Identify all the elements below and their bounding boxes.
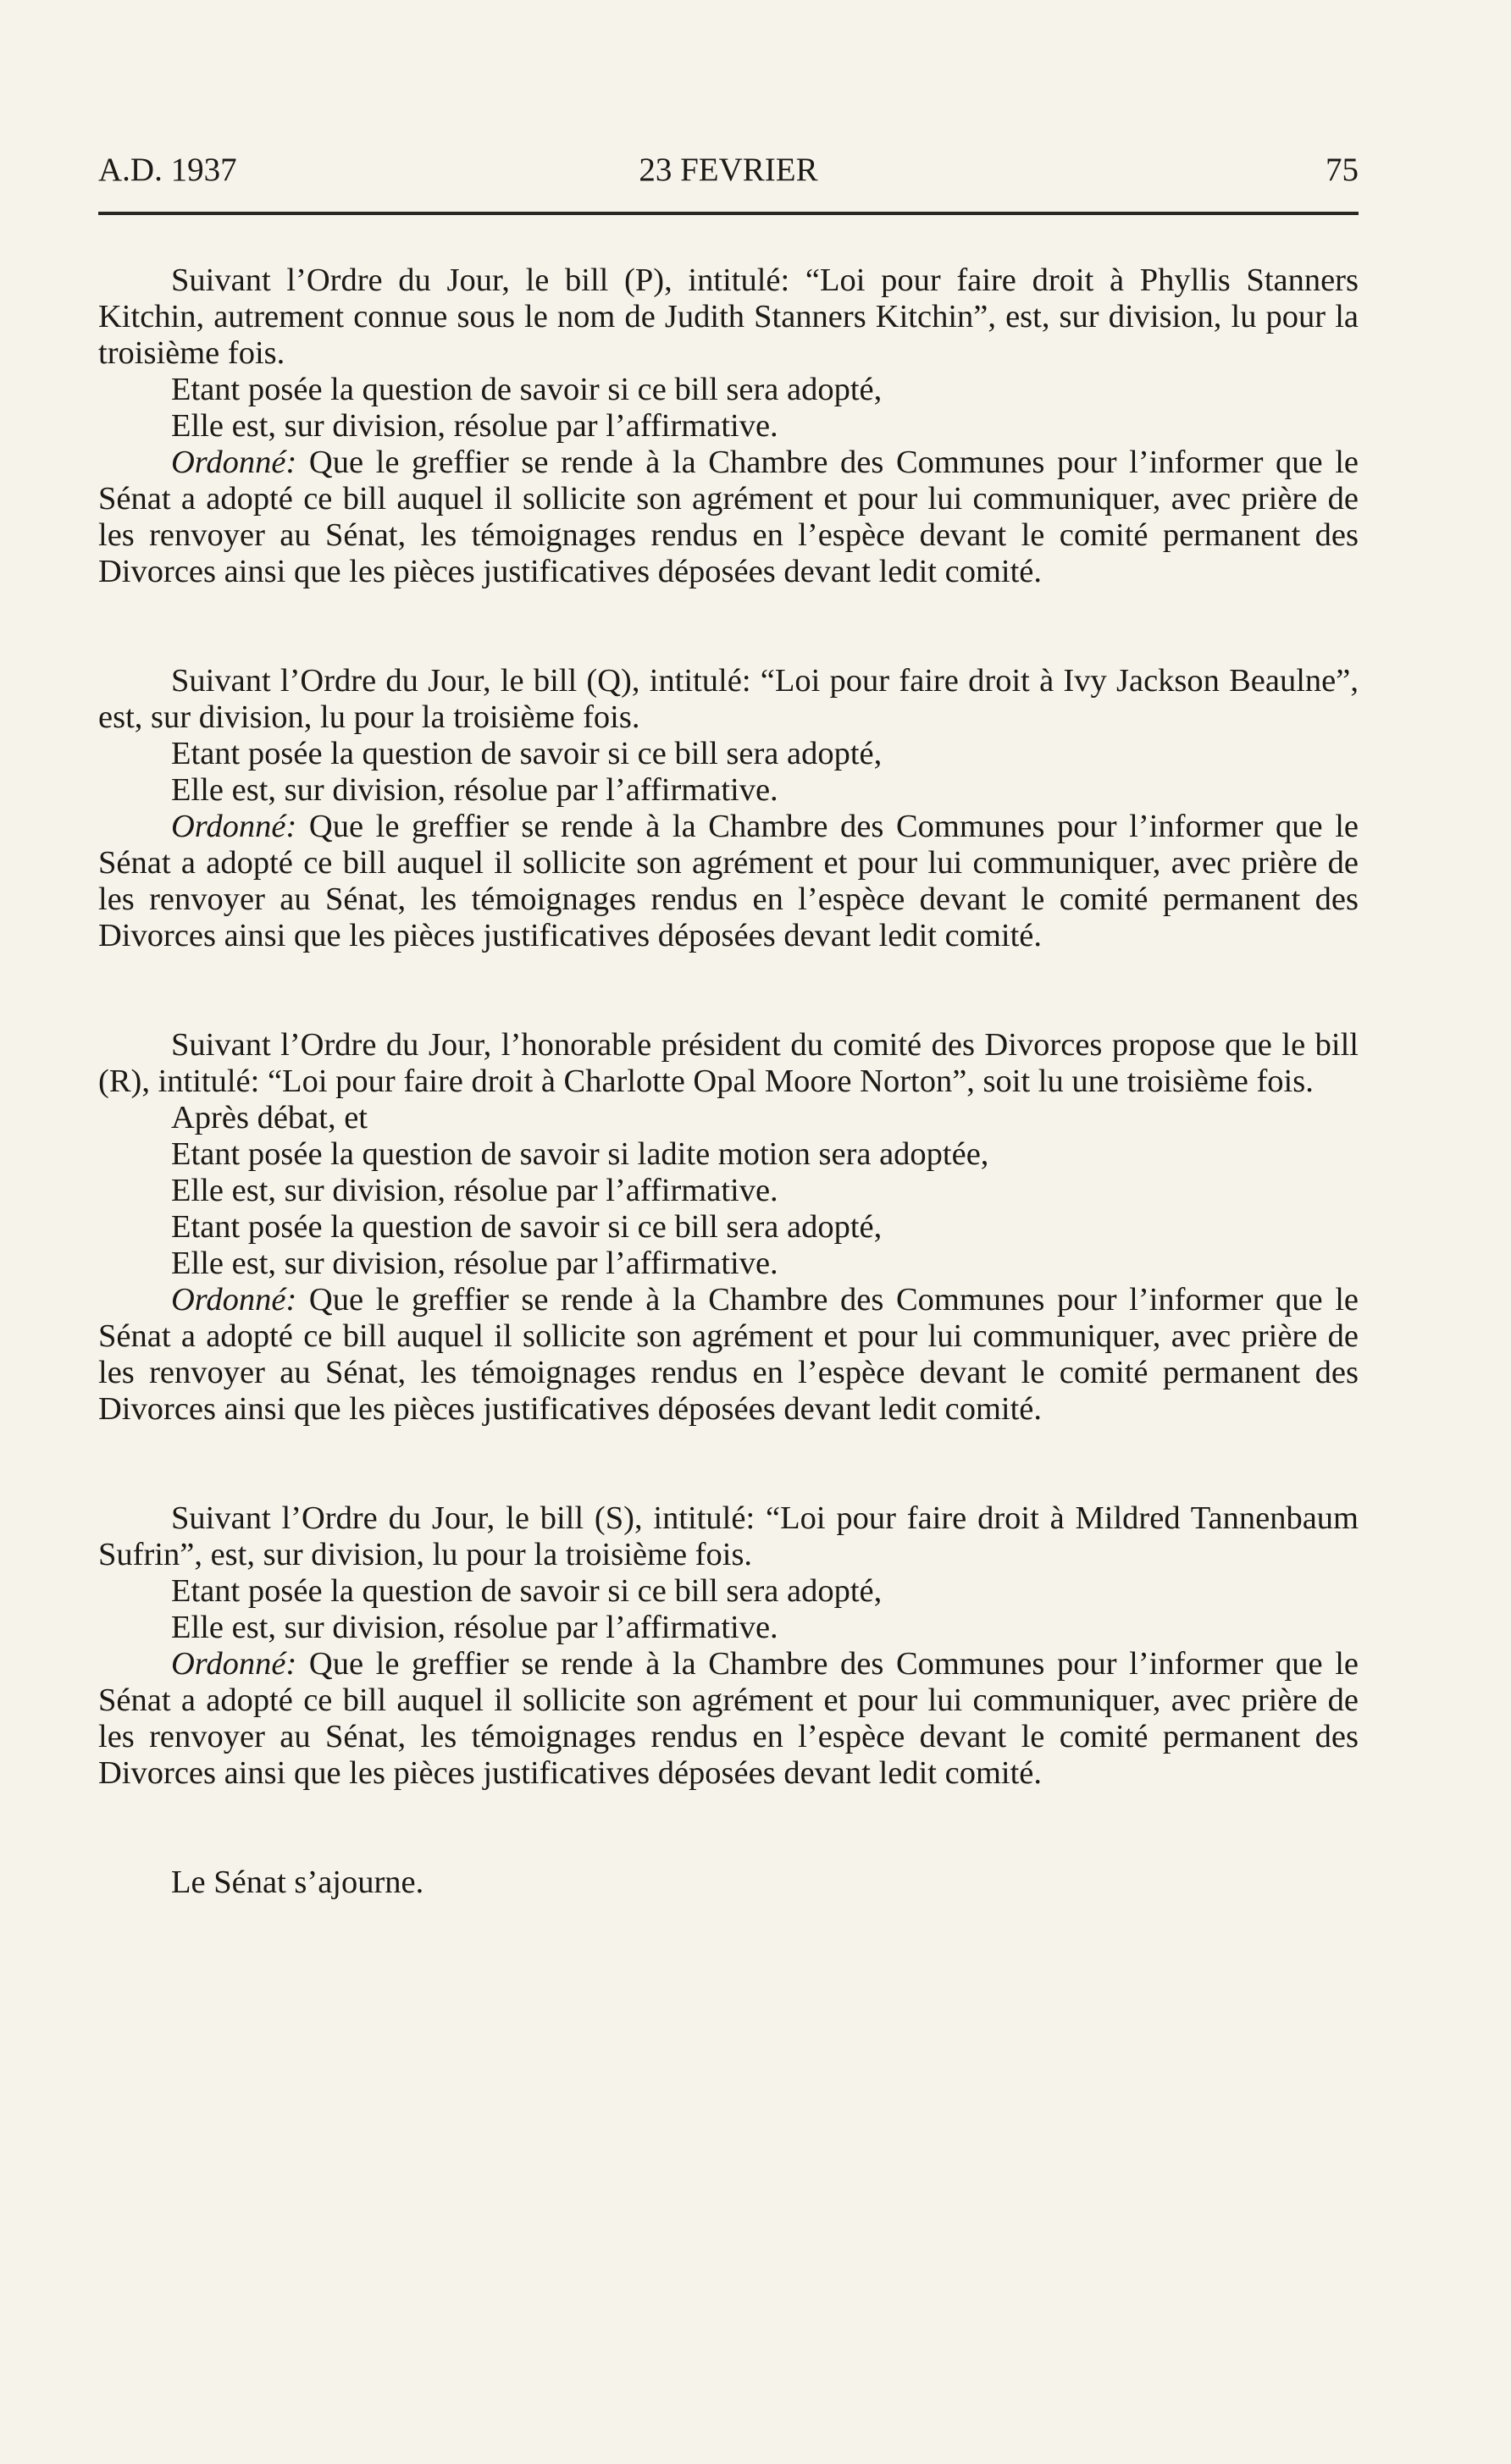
debate-line: Après débat, et xyxy=(171,1100,368,1135)
bill-r-section xyxy=(98,1027,1359,1428)
bill-paragraph: Suivant l’Ordre du Jour, le bill (P), intitulé: “Loi pour faire droit à Phyllis Stanners Kitchin, autrement connue sous le nom de Judith Stanners Kitchin”, est, sur division, lu pour la troisième fois. xyxy=(98,262,1359,371)
resolution-line: Elle est, sur division, résolue par l’affirmative. xyxy=(171,1246,778,1281)
order-label: Ordonné: xyxy=(171,809,297,844)
running-header xyxy=(98,149,1359,191)
order-paragraph xyxy=(98,445,1359,590)
order-label: Ordonné: xyxy=(171,445,297,480)
bill-s-section xyxy=(98,1500,1359,1792)
order-label: Ordonné: xyxy=(171,1646,297,1682)
adjournment-line: Le Sénat s’ajourne. xyxy=(171,1865,424,1900)
order-text: Que le greffier se rende à la Chambre des Communes pour l’informer que le Sénat a adopté ce bill auquel il sollicite son agrément et pour lui communiquer, avec prière de les renvoyer au Sénat, les témoignages rendus en l’espèce devant le comité permanent des Divorces ainsi que les pièces justificatives déposées devant ledit comité. xyxy=(98,809,1359,953)
order-paragraph xyxy=(98,1646,1359,1792)
body-text xyxy=(98,262,1359,1901)
bill-paragraph: Suivant l’Ordre du Jour, le bill (S), intitulé: “Loi pour faire droit à Mildred Tannenbaum Sufrin”, est, sur division, lu pour la troisième fois. xyxy=(98,1500,1359,1572)
header-year: A.D. 1937 xyxy=(98,152,237,188)
bill-paragraph: Suivant l’Ordre du Jour, le bill (Q), intitulé: “Loi pour faire droit à Ivy Jackson Beaulne”, est, sur division, lu pour la troisième fois. xyxy=(98,663,1359,735)
resolution-line: Elle est, sur division, résolue par l’affirmative. xyxy=(171,1173,778,1208)
order-paragraph xyxy=(98,809,1359,954)
order-label: Ordonné: xyxy=(171,1282,297,1318)
order-text: Que le greffier se rende à la Chambre des Communes pour l’informer que le Sénat a adopté ce bill auquel il sollicite son agrément et pour lui communiquer, avec prière de les renvoyer au Sénat, les témoignages rendus en l’espèce devant le comité permanent des Divorces ainsi que les pièces justificatives déposées devant ledit comité. xyxy=(98,1646,1359,1791)
question-line: Etant posée la question de savoir si ce bill sera adopté, xyxy=(171,736,883,771)
page-number: 75 xyxy=(1326,152,1359,188)
header-date: 23 FEVRIER xyxy=(639,152,818,188)
resolution-line: Elle est, sur division, résolue par l’affirmative. xyxy=(171,1610,778,1645)
bill-p-section xyxy=(98,262,1359,590)
order-text: Que le greffier se rende à la Chambre des Communes pour l’informer que le Sénat a adopté ce bill auquel il sollicite son agrément et pour lui communiquer, avec prière de les renvoyer au Sénat, les témoignages rendus en l’espèce devant le comité permanent des Divorces ainsi que les pièces justificatives déposées devant ledit comité. xyxy=(98,445,1359,589)
resolution-line: Elle est, sur division, résolue par l’affirmative. xyxy=(171,772,778,808)
bill-paragraph: Suivant l’Ordre du Jour, l’honorable président du comité des Divorces propose que le bill (R), intitulé: “Loi pour faire droit à Charlotte Opal Moore Norton”, soit lu une troisième fois. xyxy=(98,1027,1359,1099)
question-line: Etant posée la question de savoir si ce bill sera adopté, xyxy=(171,1573,883,1609)
question-line: Etant posée la question de savoir si ce bill sera adopté, xyxy=(171,1209,883,1245)
resolution-line: Elle est, sur division, résolue par l’affirmative. xyxy=(171,408,778,444)
order-text: Que le greffier se rende à la Chambre des Communes pour l’informer que le Sénat a adopté ce bill auquel il sollicite son agrément et pour lui communiquer, avec prière de les renvoyer au Sénat, les témoignages rendus en l’espèce devant le comité permanent des Divorces ainsi que les pièces justificatives déposées devant ledit comité. xyxy=(98,1282,1359,1427)
question-line: Etant posée la question de savoir si ce bill sera adopté, xyxy=(171,372,883,407)
order-paragraph xyxy=(98,1282,1359,1428)
motion-question-line: Etant posée la question de savoir si ladite motion sera adoptée, xyxy=(171,1136,989,1172)
header-double-rule xyxy=(98,212,1359,215)
bill-q-section xyxy=(98,663,1359,954)
